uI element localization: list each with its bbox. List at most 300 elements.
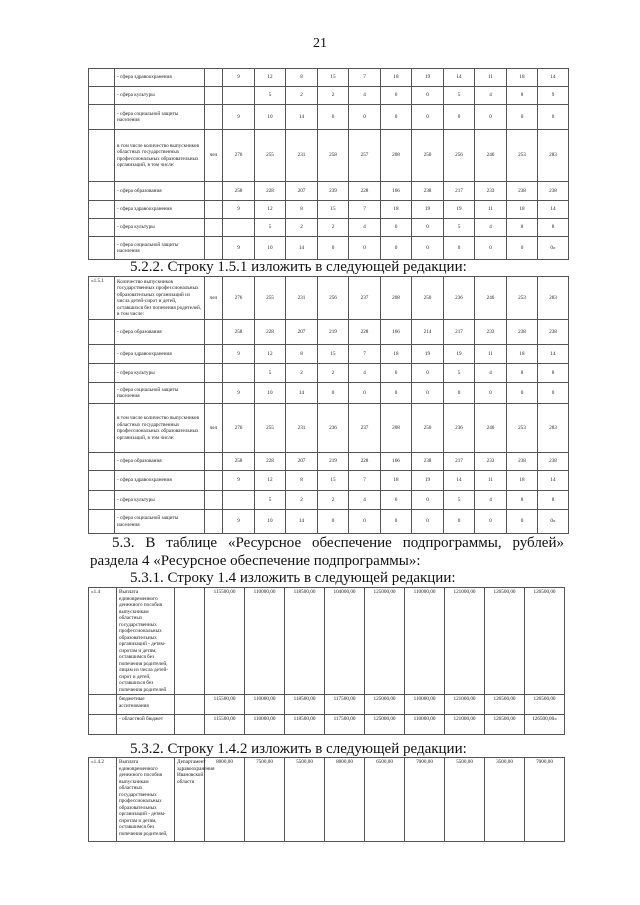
row-code — [89, 87, 115, 105]
value-cell: 237 — [349, 277, 381, 320]
value-cell: 2 — [286, 491, 318, 510]
value-cell — [223, 364, 255, 383]
row-code: «1.4.2 — [89, 758, 117, 842]
value-cell: 238 — [507, 182, 538, 201]
value-cell: 219 — [318, 453, 349, 471]
table-row — [89, 453, 569, 471]
value-cell: 228 — [349, 453, 381, 471]
value-cell: 9 — [223, 383, 255, 404]
value-cell: 8 — [507, 219, 538, 237]
row-code: «1.5.1 — [89, 277, 115, 320]
row-unit — [205, 69, 223, 87]
value-cell: 18 — [507, 69, 538, 87]
value-cell: 117500,00 — [325, 715, 365, 735]
row-label: - сфера социальной защиты населения — [115, 105, 205, 130]
value-cell: 6500,00 — [365, 758, 405, 842]
value-cell: 9 — [223, 201, 255, 219]
value-cell: 14 — [538, 345, 569, 364]
row-unit — [205, 364, 223, 383]
value-cell: 233 — [475, 453, 507, 471]
table-row — [89, 491, 569, 510]
value-cell: 18 — [507, 201, 538, 219]
value-cell: 7000,00 — [405, 758, 445, 842]
value-cell: 7 — [349, 471, 381, 491]
row-code — [89, 237, 115, 260]
row-label: Выплата единовременного денежного пособия выпускникам областных государственных профессиональных образовательных организаций - детям-сиротам и детям, оставшимся без попечения родителей, — [117, 758, 175, 842]
value-cell: 6 — [381, 219, 412, 237]
row-code — [89, 453, 115, 471]
table-row — [89, 715, 565, 735]
value-cell: 126500,00 — [525, 588, 565, 695]
table-row — [89, 130, 569, 182]
value-cell: 9 — [223, 510, 255, 534]
value-cell: 0 — [381, 383, 412, 404]
value-cell: 258 — [223, 453, 255, 471]
value-cell: 2 — [318, 87, 349, 105]
value-cell: 5500,00 — [445, 758, 485, 842]
paragraph-word: 5.3. — [112, 535, 135, 551]
value-cell: 0 — [475, 383, 507, 404]
row-unit: чел — [205, 130, 223, 182]
value-cell: 0 — [538, 383, 569, 404]
row-executor — [175, 715, 205, 735]
value-cell: 126500,00 — [485, 715, 525, 735]
value-cell: 8 — [507, 491, 538, 510]
table-row — [89, 364, 569, 383]
row-unit — [205, 471, 223, 491]
value-cell: 126500,00» — [525, 715, 565, 735]
value-cell: 6 — [381, 87, 412, 105]
value-cell: 125000,00 — [365, 695, 405, 715]
value-cell: 246 — [475, 404, 507, 453]
value-cell — [223, 491, 255, 510]
value-cell: 283 — [538, 404, 569, 453]
table-row — [89, 219, 569, 237]
value-cell: 228 — [349, 320, 381, 345]
paragraph-5-3 — [90, 534, 564, 570]
value-cell: 12 — [255, 345, 286, 364]
value-cell: 258 — [318, 130, 349, 182]
value-cell: 238 — [412, 182, 444, 201]
row-unit — [205, 87, 223, 105]
value-cell: 104000,00 — [325, 588, 365, 695]
value-cell: 4 — [475, 87, 507, 105]
table-row — [89, 588, 565, 695]
value-cell: 4 — [349, 219, 381, 237]
value-cell: 238 — [538, 182, 569, 201]
paragraph-word: подпрограммы, — [402, 535, 502, 551]
table-row — [89, 69, 569, 87]
value-cell: 208 — [381, 277, 412, 320]
value-cell: 10 — [255, 105, 286, 130]
paragraph-word: В — [145, 535, 156, 551]
value-cell: 2 — [318, 219, 349, 237]
value-cell: 18 — [381, 345, 412, 364]
value-cell: 15 — [318, 201, 349, 219]
value-cell: 9 — [223, 471, 255, 491]
value-cell: 0 — [444, 510, 475, 534]
value-cell: 207 — [286, 453, 318, 471]
value-cell: 0 — [412, 219, 444, 237]
value-cell: 166 — [381, 320, 412, 345]
row-unit — [205, 383, 223, 404]
value-cell: 126500,00 — [485, 695, 525, 715]
value-cell: 0 — [507, 237, 538, 260]
value-cell: 18 — [507, 345, 538, 364]
row-code — [89, 364, 115, 383]
value-cell: 228 — [255, 182, 286, 201]
table-row — [89, 345, 569, 364]
value-cell: 228 — [255, 453, 286, 471]
value-cell: 19 — [412, 471, 444, 491]
value-cell: 0 — [412, 87, 444, 105]
value-cell: 18 — [381, 471, 412, 491]
value-cell: 14 — [286, 237, 318, 260]
value-cell: 3500,00 — [485, 758, 525, 842]
value-cell: 2 — [286, 364, 318, 383]
value-cell: 5 — [255, 87, 286, 105]
paragraph-word: рублей» — [512, 535, 564, 551]
row-unit — [205, 201, 223, 219]
value-cell: 121000,00 — [445, 588, 485, 695]
row-executor: Департамент здравоохранения Ивановской области — [175, 758, 205, 842]
value-cell: 256 — [318, 277, 349, 320]
value-cell: 236 — [318, 404, 349, 453]
row-code — [89, 510, 115, 534]
value-cell: 239 — [318, 182, 349, 201]
row-code — [89, 182, 115, 201]
row-label: - сфера здравоохранения — [115, 201, 205, 219]
value-cell: 15 — [318, 69, 349, 87]
value-cell: 121000,00 — [445, 695, 485, 715]
value-cell: 9 — [538, 87, 569, 105]
value-cell: 115500,00 — [205, 588, 245, 695]
value-cell: 14 — [286, 383, 318, 404]
value-cell: 238 — [538, 320, 569, 345]
value-cell: 253 — [507, 277, 538, 320]
value-cell: 5 — [444, 491, 475, 510]
value-cell: 0 — [412, 491, 444, 510]
value-cell: 110000,00 — [245, 715, 285, 735]
value-cell: 250 — [412, 404, 444, 453]
section-heading-5-3-1: 5.3.1. Строку 1.4 изложить в следующей редакции: — [130, 570, 456, 586]
value-cell: 12 — [255, 69, 286, 87]
table-row — [89, 237, 569, 260]
value-cell: 0 — [412, 510, 444, 534]
row-code — [89, 105, 115, 130]
value-cell: 207 — [286, 182, 318, 201]
value-cell: 0 — [318, 510, 349, 534]
row-code — [89, 219, 115, 237]
value-cell: 19 — [444, 201, 475, 219]
row-unit — [205, 510, 223, 534]
row-code — [89, 320, 115, 345]
value-cell: 0 — [507, 105, 538, 130]
row-label: в том числе количество выпускников областных государственных профессиональных образовательных организаций, в том числе: — [115, 404, 205, 453]
row-label: - сфера культуры — [115, 219, 205, 237]
value-cell: 110000,00 — [405, 588, 445, 695]
value-cell: 231 — [286, 277, 318, 320]
value-cell: 0 — [381, 237, 412, 260]
value-cell: 0 — [444, 105, 475, 130]
value-cell: 19 — [444, 345, 475, 364]
value-cell: 19 — [412, 345, 444, 364]
value-cell: 246 — [475, 130, 507, 182]
row-unit: чел — [205, 404, 223, 453]
row-unit — [205, 219, 223, 237]
value-cell — [223, 219, 255, 237]
value-cell: 14 — [538, 471, 569, 491]
value-cell: 8 — [538, 364, 569, 383]
table-row — [89, 404, 569, 453]
value-cell: 15 — [318, 471, 349, 491]
row-label: бюджетные ассигнования — [117, 695, 175, 715]
value-cell: 117500,00 — [325, 695, 365, 715]
value-cell: 236 — [444, 404, 475, 453]
value-cell: 0 — [444, 383, 475, 404]
value-cell: 228 — [255, 320, 286, 345]
value-cell: 246 — [475, 277, 507, 320]
value-cell: 7 — [349, 345, 381, 364]
value-cell: 118500,00 — [285, 588, 325, 695]
value-cell: 0 — [318, 383, 349, 404]
value-cell: 217 — [444, 453, 475, 471]
value-cell: 8 — [286, 345, 318, 364]
value-cell: 5 — [444, 87, 475, 105]
value-cell: 9 — [223, 237, 255, 260]
indicators-table-1-5-1 — [88, 276, 569, 534]
value-cell: 4 — [475, 364, 507, 383]
value-cell: 233 — [475, 320, 507, 345]
resource-table-1-4 — [88, 587, 565, 735]
value-cell: 255 — [255, 277, 286, 320]
value-cell: 276 — [223, 404, 255, 453]
value-cell: 11 — [475, 69, 507, 87]
row-label: - областной бюджет — [117, 715, 175, 735]
value-cell: 11 — [475, 201, 507, 219]
paragraph-word: таблице — [166, 535, 218, 551]
value-cell: 5 — [444, 364, 475, 383]
value-cell: 255 — [255, 130, 286, 182]
value-cell: 0 — [507, 383, 538, 404]
value-cell: 7 — [349, 69, 381, 87]
value-cell: 231 — [286, 404, 318, 453]
value-cell: 126500,00 — [485, 588, 525, 695]
value-cell: 0 — [381, 105, 412, 130]
value-cell: 18 — [507, 471, 538, 491]
paragraph-word: обеспечение — [311, 535, 392, 551]
value-cell: 208 — [381, 404, 412, 453]
value-cell: 208 — [381, 130, 412, 182]
resource-table-1-4-2 — [88, 757, 565, 842]
row-unit — [205, 491, 223, 510]
value-cell: 8 — [538, 491, 569, 510]
value-cell: 6 — [381, 364, 412, 383]
value-cell: 2 — [318, 364, 349, 383]
value-cell: 110000,00 — [245, 695, 285, 715]
value-cell: 0 — [318, 105, 349, 130]
value-cell: 126500,00 — [525, 695, 565, 715]
row-label: - сфера культуры — [115, 87, 205, 105]
value-cell: 256 — [444, 130, 475, 182]
row-code: «1.4 — [89, 588, 117, 695]
indicators-table-continued — [88, 68, 569, 260]
row-executor — [175, 588, 205, 695]
value-cell: 237 — [349, 404, 381, 453]
value-cell: 0 — [349, 105, 381, 130]
value-cell: 5 — [444, 219, 475, 237]
value-cell: 19 — [412, 201, 444, 219]
value-cell: 10 — [255, 237, 286, 260]
table-row — [89, 758, 565, 842]
value-cell: 8000,00 — [205, 758, 245, 842]
value-cell: 9 — [223, 345, 255, 364]
row-code — [89, 491, 115, 510]
value-cell: 9 — [223, 69, 255, 87]
table-row — [89, 471, 569, 491]
section-heading-5-3-2: 5.3.2. Строку 1.4.2 изложить в следующей редакции: — [130, 741, 467, 757]
value-cell: 9 — [223, 105, 255, 130]
value-cell: 0» — [538, 510, 569, 534]
value-cell: 5 — [255, 364, 286, 383]
row-label: - сфера образования — [115, 182, 205, 201]
row-label: - сфера культуры — [115, 491, 205, 510]
value-cell: 14 — [286, 510, 318, 534]
value-cell: 18 — [381, 201, 412, 219]
value-cell: 0 — [349, 237, 381, 260]
row-label: - сфера образования — [115, 320, 205, 345]
value-cell: 15 — [318, 345, 349, 364]
value-cell: 258 — [223, 320, 255, 345]
value-cell: 4 — [349, 491, 381, 510]
value-cell: 166 — [381, 182, 412, 201]
row-label: - сфера здравоохранения — [115, 345, 205, 364]
value-cell: 207 — [286, 320, 318, 345]
row-code — [89, 383, 115, 404]
row-code — [89, 471, 115, 491]
table-row — [89, 695, 565, 715]
value-cell: 8 — [286, 69, 318, 87]
value-cell: 0 — [412, 364, 444, 383]
value-cell: 8 — [507, 364, 538, 383]
value-cell: 283 — [538, 130, 569, 182]
value-cell: 253 — [507, 404, 538, 453]
value-cell: 238 — [538, 453, 569, 471]
row-label: - сфера социальной защиты населения — [115, 383, 205, 404]
value-cell: 14 — [538, 69, 569, 87]
value-cell: 5 — [255, 219, 286, 237]
value-cell: 8 — [286, 471, 318, 491]
row-code — [89, 69, 115, 87]
row-code — [89, 201, 115, 219]
value-cell: 18 — [381, 69, 412, 87]
value-cell: 115500,00 — [205, 695, 245, 715]
value-cell: 8 — [507, 87, 538, 105]
value-cell: 8000,00 — [325, 758, 365, 842]
value-cell: 0 — [412, 105, 444, 130]
value-cell: 4 — [475, 219, 507, 237]
value-cell: 10 — [255, 383, 286, 404]
value-cell: 257 — [349, 130, 381, 182]
table-row — [89, 201, 569, 219]
row-code — [89, 130, 115, 182]
value-cell: 250 — [412, 277, 444, 320]
value-cell: 276 — [223, 130, 255, 182]
row-label: Выплата единовременного денежного пособия выпускникам областных государственных профессиональных образовательных организаций - детям-сиротам и детям, оставшимся без попечения родителей, лицам из числа детей-сирот и детей, оставшихся без попечения родителей — [117, 588, 175, 695]
row-code — [89, 715, 117, 735]
value-cell: 253 — [507, 130, 538, 182]
value-cell: 118500,00 — [285, 695, 325, 715]
row-label: - сфера здравоохранения — [115, 69, 205, 87]
value-cell: 166 — [381, 453, 412, 471]
value-cell: 12 — [255, 201, 286, 219]
value-cell: 238 — [507, 320, 538, 345]
value-cell: 115500,00 — [205, 715, 245, 735]
value-cell: 8 — [538, 219, 569, 237]
row-unit — [205, 182, 223, 201]
value-cell: 217 — [444, 182, 475, 201]
table-row — [89, 87, 569, 105]
value-cell: 0 — [412, 383, 444, 404]
value-cell: 5 — [255, 491, 286, 510]
value-cell: 2 — [286, 87, 318, 105]
value-cell: 238 — [507, 453, 538, 471]
value-cell: 12 — [255, 471, 286, 491]
value-cell: 6 — [381, 491, 412, 510]
value-cell: 283 — [538, 277, 569, 320]
value-cell: 228 — [349, 182, 381, 201]
value-cell: 0 — [381, 510, 412, 534]
value-cell: 118500,00 — [285, 715, 325, 735]
row-unit — [205, 345, 223, 364]
value-cell: 233 — [475, 182, 507, 201]
value-cell: 14 — [444, 69, 475, 87]
value-cell: 0 — [475, 105, 507, 130]
value-cell: 0» — [538, 237, 569, 260]
value-cell: 0 — [475, 237, 507, 260]
value-cell: 125000,00 — [365, 715, 405, 735]
value-cell: 14 — [538, 201, 569, 219]
row-unit: чел — [205, 277, 223, 320]
value-cell: 10 — [255, 510, 286, 534]
row-unit — [205, 237, 223, 260]
page-number: 21 — [313, 36, 327, 51]
row-label: Количество выпускников государственных профессиональных образовательных организаций из числа детей-сирот и детей, оставшихся без попечения родителей, в том числе: — [115, 277, 205, 320]
table-row — [89, 105, 569, 130]
row-label: - сфера образования — [115, 453, 205, 471]
value-cell — [223, 87, 255, 105]
value-cell: 217 — [444, 320, 475, 345]
value-cell: 0 — [412, 237, 444, 260]
value-cell: 0 — [444, 237, 475, 260]
value-cell: 110000,00 — [245, 588, 285, 695]
value-cell: 250 — [412, 130, 444, 182]
row-label: - сфера социальной защиты населения — [115, 237, 205, 260]
value-cell: 11 — [475, 471, 507, 491]
row-label: - сфера социальной защиты населения — [115, 510, 205, 534]
row-unit — [205, 453, 223, 471]
value-cell: 4 — [475, 491, 507, 510]
paragraph-5-3-line2: раздела 4 «Ресурсное обеспечение подпрограммы»: — [90, 553, 421, 569]
table-row — [89, 320, 569, 345]
value-cell: 0 — [318, 237, 349, 260]
value-cell: 8 — [286, 201, 318, 219]
value-cell: 4 — [349, 364, 381, 383]
value-cell: 219 — [318, 320, 349, 345]
value-cell: 0 — [507, 510, 538, 534]
paragraph-word: «Ресурсное — [227, 535, 302, 551]
value-cell: 2 — [318, 491, 349, 510]
